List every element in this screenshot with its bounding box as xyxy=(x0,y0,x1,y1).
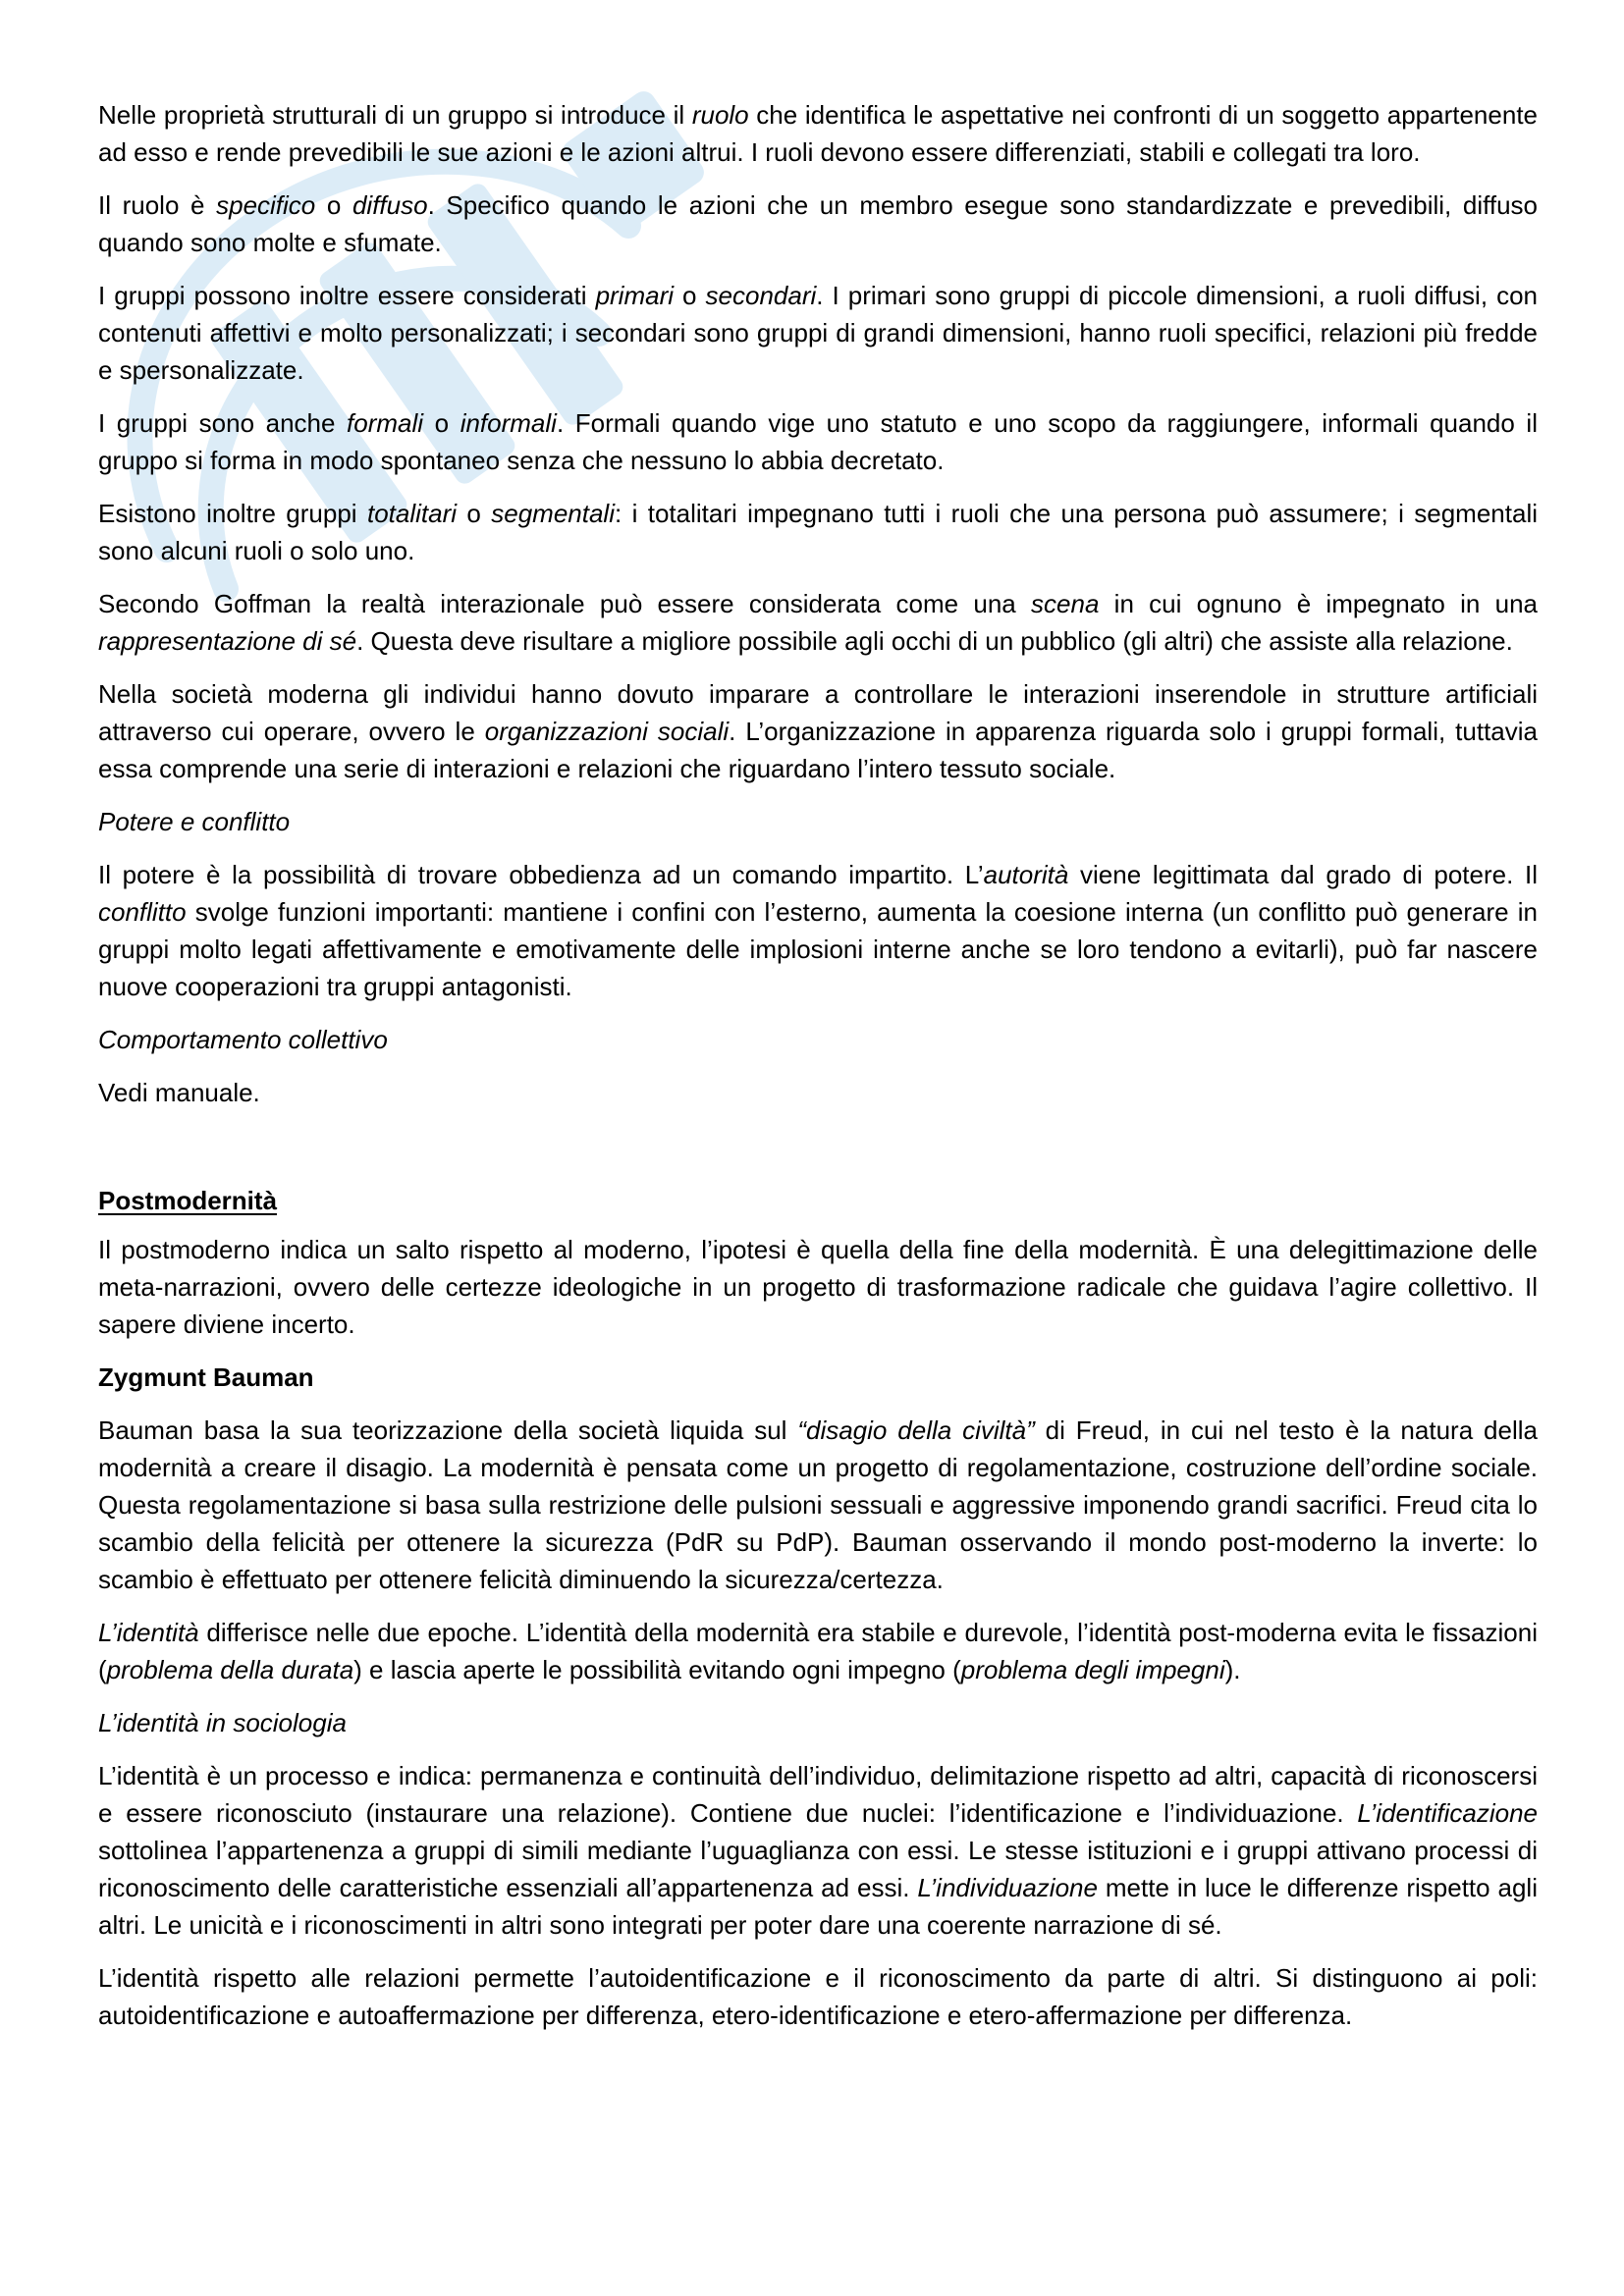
italic-term: L’identificazione xyxy=(1357,1798,1538,1828)
text-run: L’identità è un processo e indica: permanenza e continuità dell’individuo, delimitazione rispetto ad altri, capacità di riconoscersi e essere riconosciuto (instaurare una relazione). Contiene due nuclei: l’identificazione e l’individuazione. xyxy=(98,1761,1538,1828)
text-run: in cui ognuno è impegnato in una xyxy=(1099,589,1538,618)
paragraph-p5 xyxy=(98,495,1538,569)
text-run: svolge funzioni importanti: mantiene i confini con l’esterno, aumenta la coesione interna (un conflitto può generare in gruppi molto legati affettivamente e emotivamente delle implosioni interne anche se loro tendono a evitarli), può far nascere nuove cooperazioni tra gruppi antagonisti. xyxy=(98,897,1538,1001)
text-run: viene legittimata dal grado di potere. Il xyxy=(1068,860,1538,889)
paragraph-b1 xyxy=(98,1412,1538,1598)
italic-term: L’identità xyxy=(98,1618,199,1647)
text-run: L’identità rispetto alle relazioni permette l’autoidentificazione e il riconoscimento da parte di altri. Si distinguono ai poli: autoidentificazione e autoaffermazione per differenza, etero-identificazione e etero-affermazione per differenza. xyxy=(98,1963,1538,2030)
text-run: ). xyxy=(1224,1655,1241,1684)
document-body xyxy=(98,96,1538,2050)
paragraph-p1 xyxy=(98,96,1538,171)
italic-term: scena xyxy=(1031,589,1100,618)
text-run: mette in luce le differenze rispetto agli altri. Le unicità e i riconoscimenti in altri sono integrati per poter dare una coerente narrazione di sé. xyxy=(98,1873,1538,1940)
section-heading-postmodernita: Postmodernità xyxy=(98,1186,278,1215)
italic-term: diffuso xyxy=(352,190,428,220)
italic-term: specifico xyxy=(216,190,316,220)
text-block-bauman xyxy=(98,1412,1538,2034)
text-run: Nelle proprietà strutturali di un gruppo si introduce il xyxy=(98,100,692,130)
text-run: . Specifico quando le azioni che un membro esegue sono standardizzate e prevedibili, diffuso quando sono molte e sfumate. xyxy=(98,190,1538,257)
text-run: o xyxy=(315,190,352,220)
subheading-h-potere xyxy=(98,803,1538,840)
paragraph-b4 xyxy=(98,1959,1538,2034)
text-run: o xyxy=(423,408,460,438)
italic-term: conflitto xyxy=(98,897,187,927)
text-run: L’identità in sociologia xyxy=(98,1708,347,1737)
paragraph-p2 xyxy=(98,187,1538,261)
italic-term: totalitari xyxy=(366,499,458,528)
italic-term: autorità xyxy=(983,860,1069,889)
text-run: . I primari sono gruppi di piccole dimensioni, a ruoli diffusi, con contenuti affettivi e molto personalizzati; i secondari sono gruppi di grandi dimensioni, hanno ruoli specifici, relazioni più fredde e spersonalizzate. xyxy=(98,281,1539,385)
text-block-groups xyxy=(98,96,1538,1111)
paragraph-p4 xyxy=(98,404,1538,479)
text-run: o xyxy=(674,281,706,310)
text-run: di Freud, in cui nel testo è la natura della modernità a creare il disagio. La modernità è pensata come un progetto di regolamentazione, costruzione dell’ordine sociale. Questa regolamentazione si basa sulla restrizione delle pulsioni sessuali e aggressive imponendo grandi sacrifici. Freud cita lo scambio della felicità per ottenere la sicurezza (PdR su PdP). Bauman osservando il mondo post-moderno la inverte: lo scambio è effettuato per ottenere felicità diminuendo la sicurezza/certezza. xyxy=(98,1415,1538,1594)
text-run: . Formali quando vige uno statuto e uno scopo da raggiungere, informali quando il gruppo si forma in modo spontaneo senza che nessuno lo abbia decretato. xyxy=(98,408,1538,475)
text-run: o xyxy=(457,499,492,528)
text-run: Comportamento collettivo xyxy=(98,1025,388,1054)
text-run: Il ruolo è xyxy=(98,190,217,220)
subheading-h-identita xyxy=(98,1704,1538,1741)
italic-term: segmentali xyxy=(491,499,615,528)
text-run: Il potere è la possibilità di trovare obbedienza ad un comando impartito. L’ xyxy=(98,860,984,889)
text-run: Vedi manuale. xyxy=(98,1078,260,1107)
paragraph-b3 xyxy=(98,1757,1538,1944)
italic-term: informali xyxy=(460,408,557,438)
text-run: . L’organizzazione in apparenza riguarda solo i gruppi formali, tuttavia essa comprende una serie di interazioni e relazioni che riguardano l’intero tessuto sociale. xyxy=(98,717,1538,783)
italic-term: secondari xyxy=(705,281,817,310)
text-run: sottolinea l’appartenenza a gruppi di simili mediante l’uguaglianza con essi. Le stesse istituzioni e i gruppi attivano processi di riconoscimento delle caratteristiche essenziali all’appartenenza ad essi. xyxy=(98,1836,1538,1902)
italic-term: ruolo xyxy=(691,100,749,130)
text-run: I gruppi possono inoltre essere considerati xyxy=(98,281,596,310)
paragraph-p9 xyxy=(98,1074,1538,1111)
text-run: Bauman basa la sua teorizzazione della società liquida sul xyxy=(98,1415,798,1445)
italic-term: formali xyxy=(347,408,424,438)
paragraph-postmodernita-intro: Il postmoderno indica un salto rispetto al moderno, l’ipotesi è quella della fine della modernità. È una delegittimazione delle meta-narrazioni, ovvero delle certezze ideologiche in un progetto di trasformazione radicale che guidava l’agire collettivo. Il sapere diviene incerto. xyxy=(98,1235,1538,1339)
italic-term: primari xyxy=(595,281,675,310)
text-run: Esistono inoltre gruppi xyxy=(98,499,367,528)
text-run: I gruppi sono anche xyxy=(98,408,348,438)
subheading-h-comportamento xyxy=(98,1021,1538,1058)
italic-term: “disagio della civiltà” xyxy=(797,1415,1035,1445)
text-run: Potere e conflitto xyxy=(98,807,291,836)
subheading-zygmunt-bauman: Zygmunt Bauman xyxy=(98,1362,314,1392)
text-run: Secondo Goffman la realtà interazionale può essere considerata come una xyxy=(98,589,1032,618)
paragraph-p3 xyxy=(98,277,1538,389)
text-run: Nella società moderna gli individui hanno dovuto imparare a controllare le interazioni inserendole in strutture artificiali attraverso cui operare, ovvero le xyxy=(98,679,1538,746)
text-run: . Questa deve risultare a migliore possibile agli occhi di un pubblico (gli altri) che assiste alla relazione. xyxy=(356,626,1513,656)
text-run: : i totalitari impegnano tutti i ruoli che una persona può assumere; i segmentali sono alcuni ruoli o solo uno. xyxy=(98,499,1538,565)
text-run: differisce nelle due epoche. L’identità della modernità era stabile e durevole, l’identità post-moderna evita le fissazioni ( xyxy=(98,1618,1538,1684)
paragraph-b2 xyxy=(98,1614,1538,1688)
italic-term: L’individuazione xyxy=(917,1873,1098,1902)
italic-term: problema degli impegni xyxy=(960,1655,1225,1684)
text-run: ) e lascia aperte le possibilità evitando ogni impegno ( xyxy=(353,1655,961,1684)
italic-term: organizzazioni sociali xyxy=(484,717,730,746)
paragraph-p8 xyxy=(98,856,1538,1005)
paragraph-p7 xyxy=(98,675,1538,787)
italic-term: rappresentazione di sé xyxy=(98,626,357,656)
paragraph-p6 xyxy=(98,585,1538,660)
italic-term: problema della durata xyxy=(106,1655,354,1684)
text-run: che identifica le aspettative nei confronti di un soggetto appartenente ad esso e rende prevedibili le sue azioni e le azioni altrui. I ruoli devono essere differenziati, stabili e collegati tra loro. xyxy=(98,100,1538,167)
